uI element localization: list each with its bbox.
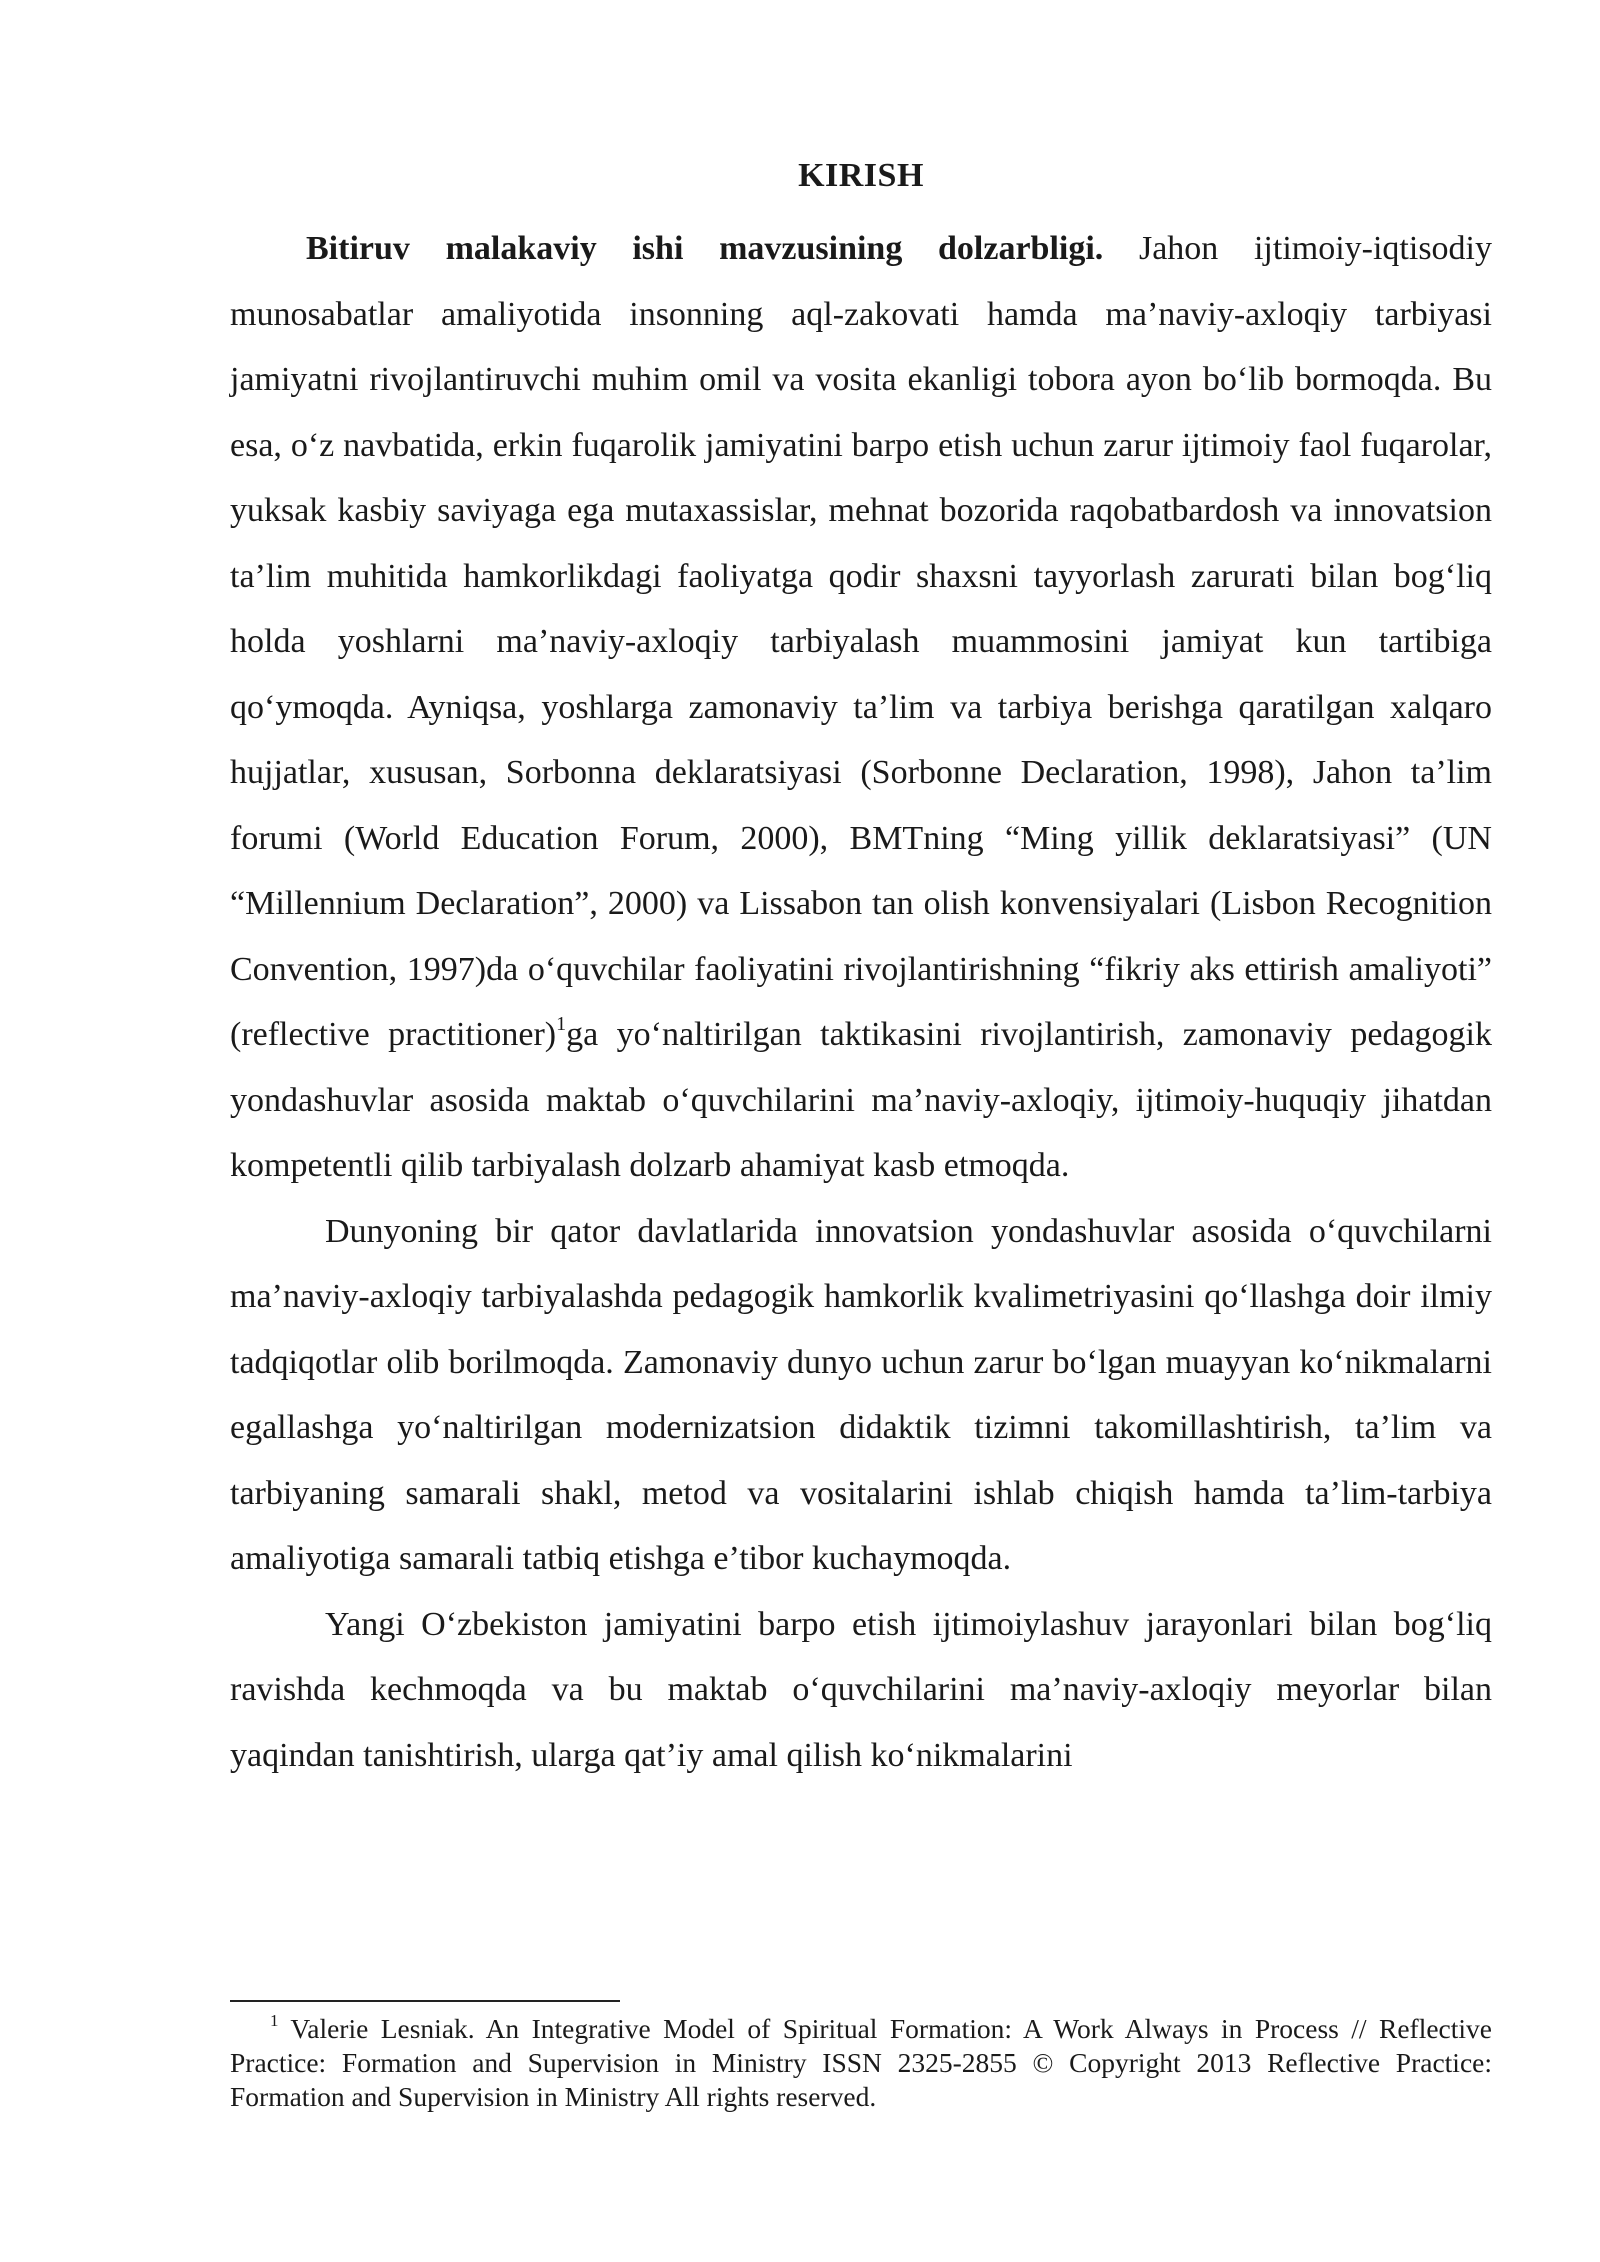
footnote bbox=[230, 2012, 1492, 2114]
paragraph-new-uzbekistan: Yangi O‘zbekiston jamiyatini barpo etish ijtimoiylashuv jarayonlari bilan bog‘liq ravishda kechmoqda va bu maktab o‘quvchilarini ma’naviy-axloqiy meyorlar bilan yaqindan tanishtirish, ularga qat’iy amal qilish ko‘nikmalarini bbox=[230, 1605, 1492, 1774]
page-title: KIRISH bbox=[798, 157, 924, 194]
paragraph-innovative-approaches: Dunyoning bir qator davlatlarida innovatsion yondashuvlar asosida o‘quvchilarni ma’naviy-axloqiy tarbiyalashda pedagogik hamkorlik kvalimetriyasini qo‘llashga doir ilmiy tadqiqotlar olib borilmoqda. Zamonaviy dunyo uchun zarur bo‘lgan muayyan ko‘nikmalarni egallashga yo‘naltirilgan modernizatsion didaktik tizimni takomillashtirish, ta’lim va tarbiyaning samarali shakl, metod va vositalarini ishlab chiqish hamda ta’lim-tarbiya amaliyotiga samarali tatbiq etishga e’tibor kuchaymoqda. bbox=[230, 1212, 1492, 1577]
paragraph-relevance bbox=[230, 216, 1492, 1199]
footnote-mark: 1 bbox=[270, 2011, 279, 2031]
footnote-text: Valerie Lesniak. An Integrative Model of Spiritual Formation: A Work Always in Process // Reflective Practice: Formation and Supervision in Ministry ISSN 2325-2855 © Copyright 2013 Reflective Practice: Formation and Supervision in Ministry All rights reserved. bbox=[230, 2013, 1492, 2112]
footnote-separator bbox=[230, 2000, 620, 2002]
footnote-reference[interactable]: 1 bbox=[556, 1013, 567, 1035]
paragraph-text-continued: ga yo‘naltirilgan taktikasini rivojlantirish, zamonaviy pedagogik yondashuvlar asosida maktab o‘quvchilarini ma’naviy-axloqiy, ijtimoiy-huquqiy jihatdan kompetentli qilib tarbiyalash dolzarb ahamiyat kasb etmoqda. bbox=[230, 1016, 1492, 1184]
section-lead-heading: Bitiruv malakaviy ishi mavzusining dolzarbligi. bbox=[306, 230, 1104, 267]
paragraph-text: Jahon ijtimoiy-iqtisodiy munosabatlar amaliyotida insonning aql-zakovati hamda ma’naviy-axloqiy tarbiyasi jamiyatni rivojlantiruvchi muhim omil va vosita ekanligi tobora ayon bo‘lib bormoqda. Bu esa, o‘z navbatida, erkin fuqarolik jamiyatini barpo etish uchun zarur ijtimoiy faol fuqarolar, yuksak kasbiy saviyaga ega mutaxassislar, mehnat bozorida raqobatbardosh va innovatsion ta’lim muhitida hamkorlikdagi faoliyatga qodir shaxsni tayyorlash zarurati bilan bog‘liq holda yoshlarni ma’naviy-axloqiy tarbiyalash muammosini jamiyat kun tartibiga qo‘ymoqda. Ayniqsa, yoshlarga zamonaviy ta’lim va tarbiya berishga qaratilgan xalqaro hujjatlar, xususan, Sorbonna deklaratsiyasi (Sorbonne Declaration, 1998), Jahon ta’lim forumi (World Education Forum, 2000), BMTning “Ming yillik deklaratsiyasi” (UN “Millennium Declaration”, 2000) va Lissabon tan olish konvensiyalari (Lisbon Recognition Convention, 1997)da o‘quvchilar faoliyatini rivojlantirishning “fikriy aks ettirish amaliyoti” (reflective practitioner) bbox=[230, 230, 1493, 1053]
document-body bbox=[230, 150, 1492, 1788]
